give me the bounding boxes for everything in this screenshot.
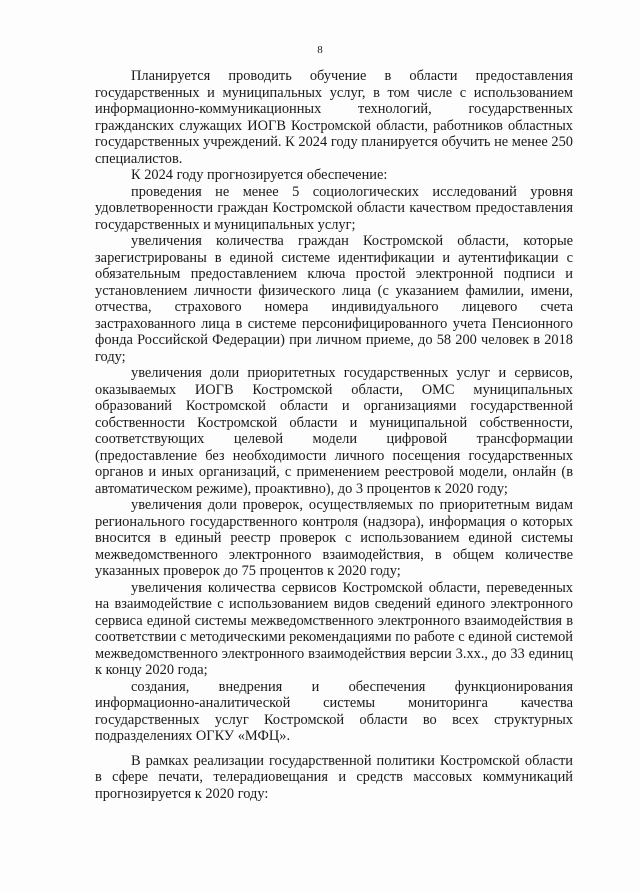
- document-body: [95, 68, 573, 802]
- page-number: 8: [317, 44, 323, 56]
- paragraph-forecast-intro: К 2024 году прогнозируется обеспечение:: [131, 167, 388, 183]
- paragraph-esia-registration: увеличения количества граждан Костромской области, которые зарегистрированы в единой системе идентификации и аутентификации с обязательным предоставлением ключа простой электронной подписи и установлением личности физического лица (с указанием фамилии, имени, отчества, страхового номера индивидуального лицевого счета застрахованного лица в системе персонифицированного учета Пенсионного фонда Российской Федерации) при личном приеме, до 58 200 человек в 2018 году;: [95, 233, 573, 365]
- paragraph-smev-services: увеличения количества сервисов Костромской области, переведенных на взаимодействие с использованием видов сведений единого электронного сервиса единой системы межведомственного электронного взаимодействия в соответствии с методическими рекомендациями по работе с единой системой межведомственного электронного взаимодействия версии 3.хх., до 33 единиц к концу 2020 года;: [95, 579, 573, 678]
- paragraph-media-policy: В рамках реализации государственной политики Костромской области в сфере печати, телерадиовещания и средств массовых коммуникаций прогнозируется к 2020 году:: [95, 752, 573, 802]
- paragraph-training: Планируется проводить обучение в области предоставления государственных и муниципальных услуг, в том числе с использованием информационно-коммуникационных технологий, государственных гражданских служащих ИОГВ Костромской области, работников областных государственных учреждений. К 2024 году планируется обучить не менее 250 специалистов.: [95, 68, 573, 167]
- paragraph-monitoring-system: создания, внедрения и обеспечения функционирования информационно-аналитической системы мониторинга качества государственных услуг Костромской области во всех структурных подразделениях ОГКУ «МФЦ».: [95, 678, 573, 744]
- paragraph-inspections: увеличения доли проверок, осуществляемых по приоритетным видам регионального государственного контроля (надзора), информация о которых вносится в единый реестр проверок с использованием единой системы межведомственного электронного взаимодействия, в общем количестве указанных проверок до 75 процентов к 2020 году;: [95, 497, 573, 579]
- paragraph-surveys: проведения не менее 5 социологических исследований уровня удовлетворенности граждан Костромской области качеством предоставления государственных и муниципальных услуг;: [95, 183, 573, 233]
- paragraph-priority-services: увеличения доли приоритетных государственных услуг и сервисов, оказываемых ИОГВ Костромской области, ОМС муниципальных образований Костромской области и организациями государственной собственности Костромской области и муниципальной собственности, соответствующих целевой модели цифровой трансформации (предоставление без необходимости личного посещения государственных органов и иных организаций, с применением реестровой модели, онлайн (в автоматическом режиме), проактивно), до 3 процентов к 2020 году;: [95, 365, 573, 497]
